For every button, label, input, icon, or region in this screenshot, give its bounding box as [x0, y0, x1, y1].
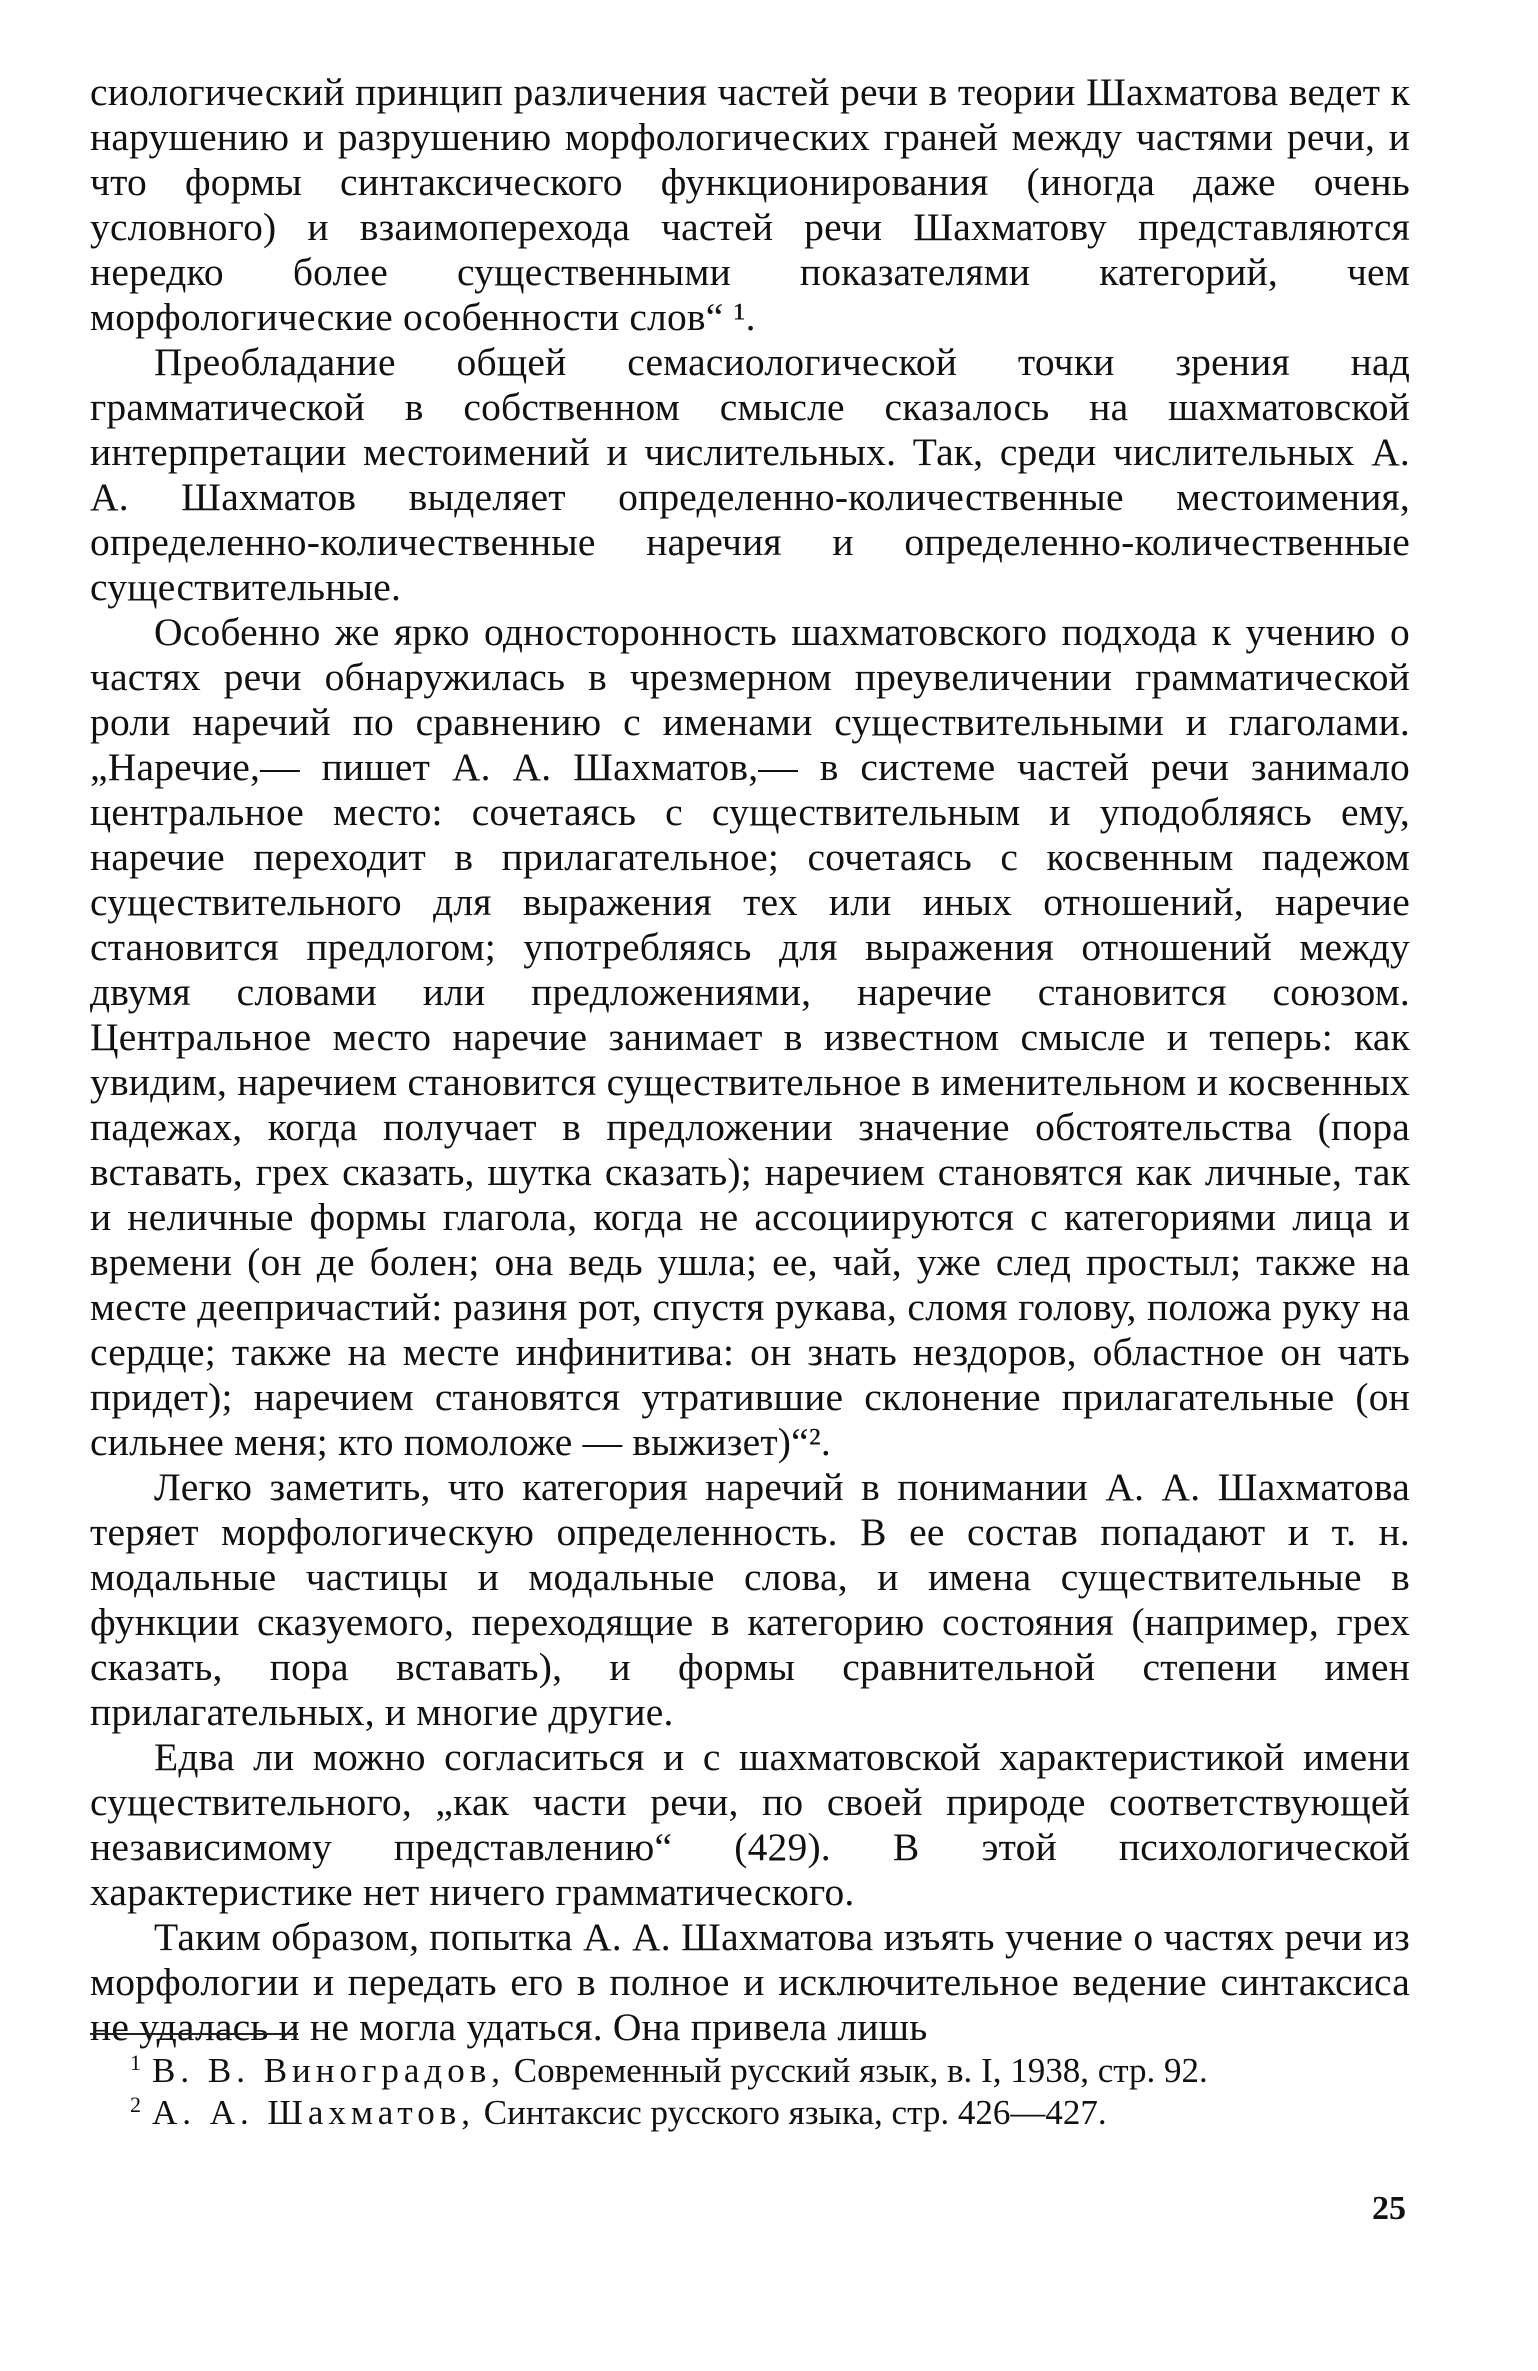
- paragraph-2: Преобладание общей семасиологической точки зрения над грамматической в собственном смысле сказалось на шахматовской интерпретации местоимений и числительных. Так, среди числительных А. А. Шахматов выделяет определенно-количественные местоимения, определенно-количественные наречия и определенно-количественные существительные.: [90, 340, 1410, 609]
- footnote-1: [90, 2050, 1410, 2092]
- paragraph-6: Таким образом, попытка А. А. Шахматова изъять учение о частях речи из морфологии и передать его в полное и исключительное ведение синтаксиса не удалась и не могла удаться. Она привела лишь: [90, 1915, 1410, 2049]
- footnote-text: Современный русский язык, в. I, 1938, стр. 92.: [504, 2051, 1208, 2090]
- page-number: 25: [1372, 2190, 1406, 2227]
- footnote-number: 1: [130, 2050, 141, 2075]
- footnote-author: В. В. Виноградов,: [152, 2051, 505, 2090]
- footnote-2: [90, 2092, 1410, 2134]
- paragraph-5: Едва ли можно согласиться и с шахматовской характеристикой имени существительного, „как части речи, по своей природе соответствующей независимому представлению“ (429). В этой психологической характеристике нет ничего грамматического.: [90, 1735, 1410, 1914]
- footnote-number: 2: [130, 2092, 141, 2117]
- footnote-divider: [90, 2033, 298, 2035]
- paragraph-3: Особенно же ярко односторонность шахматовского подхода к учению о частях речи обнаружилась в чрезмерном преувеличении грамматической роли наречий по сравнению с именами существительными и глаголами. „Наречие,— пишет А. А. Шахматов,— в системе частей речи занимало центральное место: сочетаясь с существительным и уподобляясь ему, наречие переходит в прилагательное; сочетаясь с косвенным падежом существительного для выражения тех или иных отношений, наречие становится предлогом; употребляясь для выражения отношений между двумя словами или предложениями, наречие становится союзом. Центральное место наречие занимает в известном смысле и теперь: как увидим, наречием становится существительное в именительном и косвенных падежах, когда получает в предложении значение обстоятельства (пора вставать, грех сказать, шутка сказать); наречием становятся как личные, так и неличные формы глагола, когда не ассоциируются с категориями лица и времени (он де болен; она ведь ушла; ее, чай, уже след простыл; также на месте деепричастий: разиня рот, спустя рукава, сломя голову, положа руку на сердце; также на месте инфинитива: он знать нездоров, областное он чать придет); наречием становятся утратившие склонение прилагательные (он сильнее меня; кто помоложе — выжизет)“².: [90, 610, 1410, 1464]
- footnote-author: А. А. Шахматов,: [152, 2093, 476, 2132]
- footnote-text: Синтаксис русского языка, стр. 426—427.: [475, 2093, 1107, 2132]
- paragraph-1: сиологический принцип различения частей речи в теории Шахматова ведет к нарушению и разрушению морфологических граней между частями речи, и что формы синтаксического функционирования (иногда даже очень условного) и взаимоперехода частей речи Шахматову представляются нередко более существенными показателями категорий, чем морфологические особенности слов“ ¹.: [90, 70, 1410, 339]
- page-body: [90, 70, 1410, 2050]
- footnotes: [90, 2050, 1410, 2134]
- paragraph-4: Легко заметить, что категория наречий в понимании А. А. Шахматова теряет морфологическую определенность. В ее состав попадают и т. н. модальные частицы и модальные слова, и имена существительные в функции сказуемого, переходящие в категорию состояния (например, грех сказать, пора вставать), и формы сравнительной степени имен прилагательных, и многие другие.: [90, 1465, 1410, 1734]
